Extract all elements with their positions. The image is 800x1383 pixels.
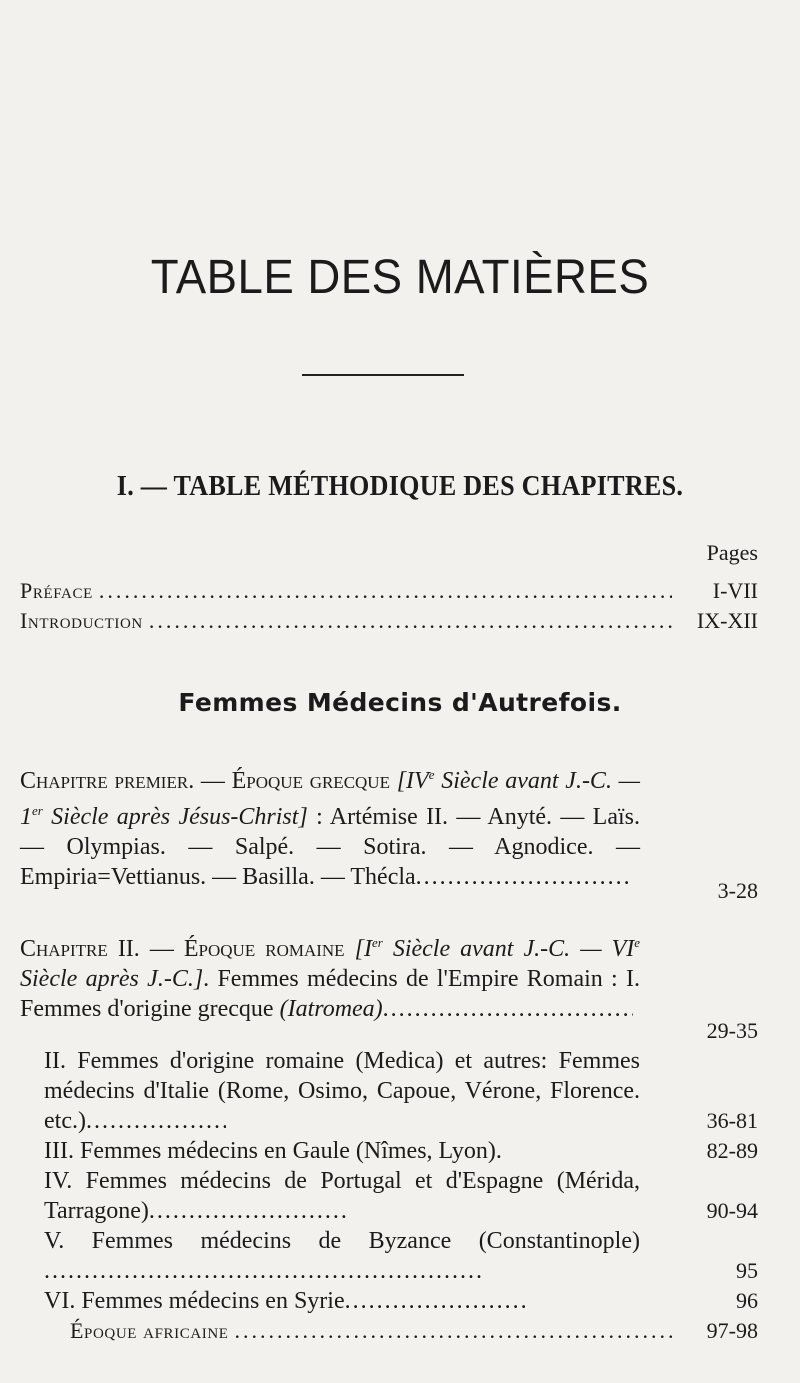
subentry-5-pages: 95 <box>736 1258 758 1283</box>
pages-column-header: Pages <box>706 540 758 565</box>
toc-entry-chapter-1[interactable] <box>20 760 640 892</box>
leader-dots <box>149 1196 349 1226</box>
subentry-text: VI. Femmes médecins en Syrie <box>44 1288 345 1314</box>
chapter-heading: Chapitre II. — Époque romaine <box>20 936 345 962</box>
entry-label: Préface <box>20 578 93 603</box>
chapter-body: : Artémise II. — Anyté. — Laïs. — Olympias. — Salpé. — Sotira. — Agnodice. — Empiria=Vettianus. — Basilla. — Thécla <box>20 804 640 890</box>
toc-subentry-5[interactable] <box>44 1226 640 1286</box>
leader-dots <box>149 608 672 634</box>
leader-dots <box>99 578 672 604</box>
leader-dots <box>235 1318 672 1344</box>
subentry-4-pages: 90-94 <box>706 1198 758 1223</box>
leader-dots <box>345 1286 525 1316</box>
leader-dots <box>86 1106 226 1136</box>
subsection-heading: Femmes Médecins d'Autrefois. <box>178 688 622 717</box>
chapter-era: [IVe Siècle avant J.-C. — 1er Siècle après Jésus-Christ] <box>20 767 641 830</box>
subentry-text: II. Femmes d'origine romaine (Medica) et autres: Femmes médecins d'Italie (Rome, Osimo, Capoue, Vérone, Florence. etc.) <box>44 1048 640 1134</box>
leader-dots <box>383 994 633 1024</box>
chapter-body: . Femmes médecins de l'Empire Romain : I. Femmes d'origine grecque <box>20 966 640 1022</box>
toc-entry-chapter-2[interactable] <box>20 928 640 1024</box>
subentry-text: IV. Femmes médecins de Portugal et d'Espagne (Mérida, Tarragone) <box>44 1168 640 1224</box>
leader-dots <box>416 864 632 890</box>
entry-pages: IX-XII <box>696 608 758 633</box>
chapter-era: [Ier Siècle avant J.-C. — VIe Siècle après J.-C.] <box>20 935 641 992</box>
leader-dots <box>44 1256 484 1286</box>
subentry-2-pages: 36-81 <box>706 1108 758 1133</box>
page-title: TABLE DES MATIÈRES <box>150 251 650 304</box>
title-rule <box>302 374 464 376</box>
toc-subentry-6[interactable] <box>44 1286 640 1316</box>
entry-label: Époque africaine <box>70 1318 229 1343</box>
toc-entry-epoque-africaine[interactable] <box>70 1318 758 1344</box>
chapter-2-pages: 29-35 <box>706 1018 758 1043</box>
subentry-text: III. Femmes médecins en Gaule (Nîmes, Lyon). <box>44 1138 502 1164</box>
toc-entry-introduction[interactable] <box>20 608 758 634</box>
toc-subentry-4[interactable] <box>44 1166 640 1226</box>
toc-subentry-3[interactable] <box>44 1136 640 1166</box>
subentry-3-pages: 82-89 <box>706 1138 758 1163</box>
subentry-6-pages: 96 <box>736 1288 758 1313</box>
chapter-body-italic: (Iatromea) <box>279 996 383 1022</box>
toc-subentry-2[interactable] <box>44 1046 640 1136</box>
chapter-heading: Chapitre premier. — Époque grecque <box>20 768 390 794</box>
toc-entry-preface[interactable] <box>20 578 758 604</box>
section-heading: I. — TABLE MÉTHODIQUE DES CHAPITRES. <box>116 470 684 502</box>
entry-pages: 97-98 <box>706 1318 758 1343</box>
chapter-1-pages: 3-28 <box>717 878 758 903</box>
subentry-text: V. Femmes médecins de Byzance (Constantinople) <box>44 1228 640 1254</box>
entry-label: Introduction <box>20 608 143 633</box>
entry-pages: I-VII <box>712 578 758 603</box>
